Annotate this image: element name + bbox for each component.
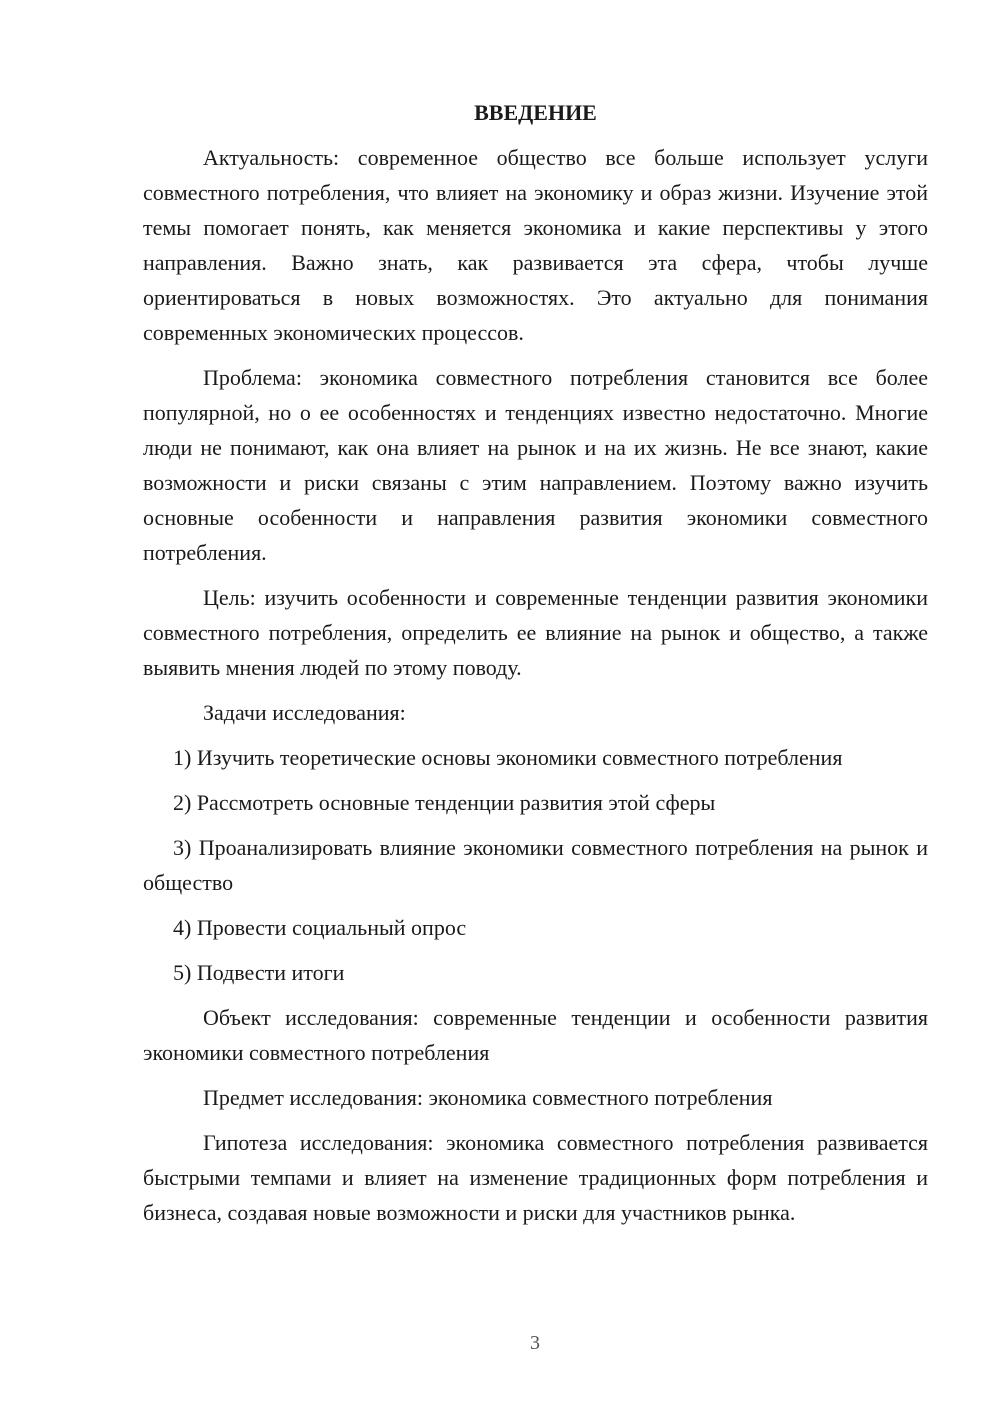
paragraph-subject: Предмет исследования: экономика совместного потребления [203, 1085, 773, 1110]
task-item-1: 1) Изучить теоретические основы экономики совместного потребления [173, 745, 843, 770]
task-item-5: 5) Подвести итоги [173, 960, 345, 985]
paragraph-object: Объект исследования: современные тенденции и особенности развития экономики совместного потребления [143, 1005, 928, 1065]
task-item-3: 3) Проанализировать влияние экономики совместного потребления на рынок и общество [143, 835, 928, 895]
paragraph-hypothesis: Гипотеза исследования: экономика совместного потребления развивается быстрыми темпами и влияет на изменение традиционных форм потребления и бизнеса, создавая новые возможности и риски для участников рынка. [143, 1130, 928, 1225]
page-number: 3 [530, 1332, 540, 1354]
paragraph-goal: Цель: изучить особенности и современные тенденции развития экономики совместного потребления, определить ее влияние на рынок и общество, а также выявить мнения людей по этому поводу. [143, 585, 928, 680]
tasks-heading: Задачи исследования: [203, 700, 406, 725]
section-title: ВВЕДЕНИЕ [474, 100, 597, 125]
task-item-4: 4) Провести социальный опрос [173, 915, 467, 940]
paragraph-relevance: Актуальность: современное общество все больше использует услуги совместного потребления, что влияет на экономику и образ жизни. Изучение этой темы помогает понять, как меняется экономика и какие перспективы у этого направления. Важно знать, как развивается эта сфера, чтобы лучше ориентироваться в новых возможностях. Это актуально для понимания современных экономических процессов. [143, 145, 928, 345]
paragraph-problem: Проблема: экономика совместного потребления становится все более популярной, но о ее особенностях и тенденциях известно недостаточно. Многие люди не понимают, как она влияет на рынок и на их жизнь. Не все знают, какие возможности и риски связаны с этим направлением. Поэтому важно изучить основные особенности и направления развития экономики совместного потребления. [143, 365, 928, 565]
task-item-2: 2) Рассмотреть основные тенденции развития этой сферы [173, 790, 716, 815]
document-body [143, 95, 928, 1240]
